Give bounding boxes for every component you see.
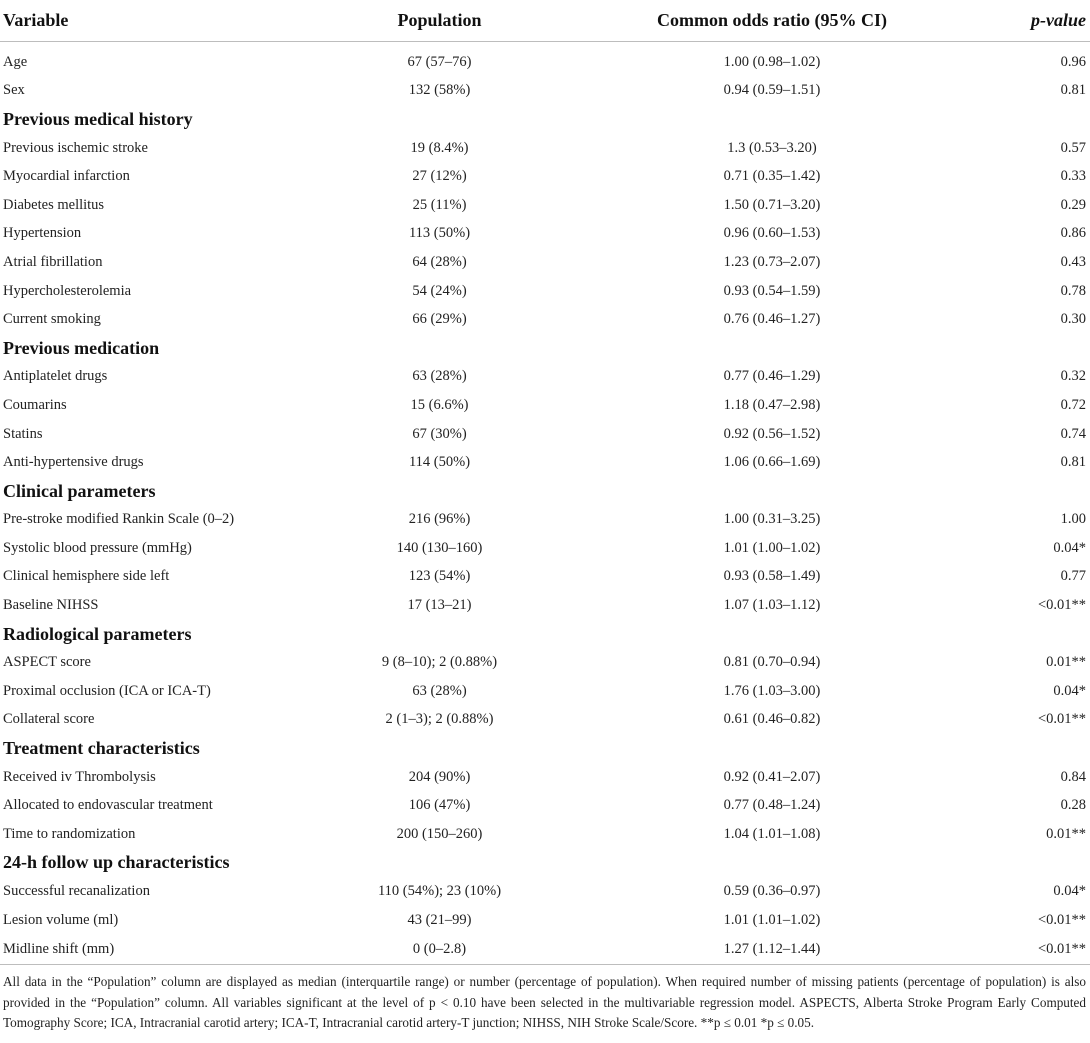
cell-p-value: 0.33: [1060, 168, 1086, 185]
cell-odds-ratio: 1.50 (0.71–3.20): [723, 196, 821, 213]
cell-odds-ratio: 0.94 (0.59–1.51): [723, 82, 821, 99]
cell-variable: Collateral score: [3, 711, 95, 728]
cell-p-value: 0.29: [1060, 196, 1086, 213]
cell-population: 64 (28%): [412, 253, 467, 270]
cell-population: 67 (30%): [412, 425, 467, 442]
cell-odds-ratio: 1.27 (1.12–1.44): [565, 934, 945, 965]
cell-variable: Diabetes mellitus: [3, 196, 105, 213]
header-p-value: [945, 0, 1090, 42]
section-heading-row: [0, 620, 1090, 649]
cell-odds-ratio: 1.06 (0.66–1.69): [723, 454, 821, 471]
cell-p-value: 0.01**: [1046, 654, 1086, 671]
cell-variable: Age: [3, 53, 28, 70]
cell-p-value: 0.04*: [1053, 682, 1086, 699]
cell-variable: Clinical hemisphere side left: [3, 568, 170, 585]
cell-p-value: <0.01**: [1037, 597, 1086, 614]
header-row: [0, 0, 1090, 42]
cell-population: 204 (90%): [408, 768, 471, 785]
cell-population: 123 (54%): [408, 568, 471, 585]
table-row: [0, 448, 1090, 477]
cell-variable: Previous ischemic stroke: [3, 139, 148, 156]
table-row: [0, 48, 1090, 77]
cell-odds-ratio: 0.93 (0.54–1.59): [723, 282, 821, 299]
cell-odds-ratio: 1.04 (1.01–1.08): [723, 825, 821, 842]
cell-variable: Proximal occlusion (ICA or ICA-T): [3, 682, 211, 699]
cell-odds-ratio: 0.96 (0.60–1.53): [723, 225, 821, 242]
cell-odds-ratio: 0.92 (0.41–2.07): [723, 768, 821, 785]
cell-population: 19 (8.4%): [410, 139, 469, 156]
cell-population: 63 (28%): [412, 368, 467, 385]
cell-variable: Allocated to endovascular treatment: [3, 797, 213, 814]
table-row: [0, 820, 1090, 849]
cell-odds-ratio: 1.01 (1.00–1.02): [723, 539, 821, 556]
cell-variable: Baseline NIHSS: [3, 597, 99, 614]
cell-p-value: 0.77: [1060, 568, 1086, 585]
cell-p-value: 0.43: [1060, 253, 1086, 270]
cell-variable: Successful recanalization: [3, 883, 150, 900]
cell-odds-ratio: 1.76 (1.03–3.00): [723, 682, 821, 699]
table-row: [0, 563, 1090, 592]
cell-p-value: 0.30: [1060, 311, 1086, 328]
cell-population: 27 (12%): [412, 168, 467, 185]
cell-population: 2 (1–3); 2 (0.88%): [385, 711, 494, 728]
cell-variable: Lesion volume (ml): [3, 911, 119, 928]
cell-p-value: 0.84: [1060, 768, 1086, 785]
cell-p-value: <0.01**: [1037, 711, 1086, 728]
cell-p-value: 0.04*: [1053, 539, 1086, 556]
cell-p-value: <0.01**: [1037, 911, 1086, 928]
cell-variable: Hypercholesterolemia: [3, 282, 132, 299]
cell-population: 15 (6.6%): [410, 396, 469, 413]
cell-p-value: 0.74: [1060, 425, 1086, 442]
section-heading: Clinical parameters: [3, 480, 156, 501]
cell-odds-ratio: 1.23 (0.73–2.07): [723, 253, 821, 270]
section-heading: Treatment characteristics: [3, 738, 200, 759]
cell-p-value: 0.81: [1060, 454, 1086, 471]
cell-variable: Myocardial infarction: [3, 168, 130, 185]
cell-p-value: 0.28: [1060, 797, 1086, 814]
header-population: Population: [330, 0, 565, 42]
cell-p-value: <0.01**: [945, 934, 1090, 965]
cell-population: 216 (96%): [408, 511, 471, 528]
cell-p-value: 0.78: [1060, 282, 1086, 299]
section-heading: Previous medication: [3, 337, 160, 358]
table-row: [0, 134, 1090, 163]
table-row: [0, 305, 1090, 334]
table-row: [0, 248, 1090, 277]
table-row: [0, 648, 1090, 677]
cell-population: 113 (50%): [408, 225, 471, 242]
cell-p-value: 0.32: [1060, 368, 1086, 385]
section-heading-row: [0, 849, 1090, 878]
table-row: [0, 677, 1090, 706]
cell-variable: Pre-stroke modified Rankin Scale (0–2): [3, 511, 235, 528]
header-variable: Variable: [0, 0, 330, 42]
cell-population: 106 (47%): [408, 797, 471, 814]
cell-variable: Received iv Thrombolysis: [3, 768, 156, 785]
table-body: [0, 42, 1090, 965]
cell-odds-ratio: 0.77 (0.48–1.24): [723, 797, 821, 814]
cell-odds-ratio: 1.01 (1.01–1.02): [723, 911, 821, 928]
cell-p-value: 0.86: [1060, 225, 1086, 242]
table-row: [0, 934, 1090, 965]
cell-odds-ratio: 0.71 (0.35–1.42): [723, 168, 821, 185]
cell-variable: Anti-hypertensive drugs: [3, 454, 144, 471]
cell-variable: Midline shift (mm): [0, 934, 330, 965]
cell-population: 110 (54%); 23 (10%): [377, 883, 502, 900]
section-heading: 24-h follow up characteristics: [3, 852, 230, 873]
cell-p-value: 0.57: [1060, 139, 1086, 156]
cell-population: 25 (11%): [412, 196, 467, 213]
cell-variable: Coumarins: [3, 396, 67, 413]
table-row: [0, 506, 1090, 535]
table-header: [0, 0, 1090, 42]
section-heading-row: [0, 105, 1090, 134]
table-row: [0, 162, 1090, 191]
cell-population: 9 (8–10); 2 (0.88%): [381, 654, 498, 671]
cell-odds-ratio: 0.77 (0.46–1.29): [723, 368, 821, 385]
cell-odds-ratio: 1.00 (0.31–3.25): [723, 511, 821, 528]
cell-p-value: 1.00: [1060, 511, 1086, 528]
table-row: [0, 791, 1090, 820]
table-row: [0, 906, 1090, 935]
table-row: [0, 363, 1090, 392]
cell-population: 43 (21–99): [407, 911, 472, 928]
cell-odds-ratio: 1.18 (0.47–2.98): [723, 396, 821, 413]
cell-variable: Hypertension: [3, 225, 82, 242]
cell-variable: ASPECT score: [3, 654, 91, 671]
table-row: [0, 391, 1090, 420]
section-heading-row: [0, 334, 1090, 363]
table-row: [0, 706, 1090, 735]
cell-p-value: 0.72: [1060, 396, 1086, 413]
cell-odds-ratio: 0.92 (0.56–1.52): [723, 425, 821, 442]
cell-population: 54 (24%): [412, 282, 467, 299]
cell-odds-ratio: 1.3 (0.53–3.20): [727, 139, 817, 156]
cell-p-value: 0.96: [1060, 53, 1086, 70]
cell-population: 0 (0–2.8): [330, 934, 565, 965]
table-footnote: All data in the “Population” column are displayed as median (interquartile range) or number (percentage of population). When required number of missing patients (percentage of population) is also provided in the “Population” column. All variables significant at the level of p < 0.10 have been selected in the multivariable regression model. ASPECTS, Alberta Stroke Program Early Computed Tomography Score; ICA, Intracranial carotid artery; ICA-T, Intracranial carotid artery-T junction; NIHSS, NIH Stroke Scale/Score. **p ≤ 0.01 *p ≤ 0.05.: [3, 974, 1086, 1031]
cell-population: 63 (28%): [412, 682, 467, 699]
table-row: [0, 277, 1090, 306]
cell-odds-ratio: 0.61 (0.46–0.82): [723, 711, 821, 728]
table-row: [0, 763, 1090, 792]
section-heading: Radiological parameters: [3, 623, 192, 644]
table-row: [0, 420, 1090, 449]
cell-odds-ratio: 0.81 (0.70–0.94): [723, 654, 821, 671]
cell-odds-ratio: 0.93 (0.58–1.49): [723, 568, 821, 585]
section-heading-row: [0, 477, 1090, 506]
table-row: [0, 77, 1090, 106]
header-odds-ratio: Common odds ratio (95% CI): [565, 0, 945, 42]
cell-variable: Time to randomization: [3, 825, 136, 842]
table-row: [0, 877, 1090, 906]
table-row: [0, 591, 1090, 620]
cell-p-value: 0.01**: [1046, 825, 1086, 842]
header-p-value-text: p-value: [1031, 10, 1086, 30]
cell-variable: Sex: [3, 82, 25, 99]
table-row: [0, 220, 1090, 249]
cell-population: 132 (58%): [408, 82, 471, 99]
cell-population: 114 (50%): [408, 454, 471, 471]
table-row: [0, 534, 1090, 563]
cell-p-value: 0.81: [1060, 82, 1086, 99]
table-row: [0, 191, 1090, 220]
cell-population: 67 (57–76): [407, 53, 472, 70]
cell-population: 200 (150–260): [396, 825, 483, 842]
cell-odds-ratio: 0.59 (0.36–0.97): [723, 883, 821, 900]
cell-variable: Systolic blood pressure (mmHg): [3, 539, 192, 556]
cell-odds-ratio: 1.00 (0.98–1.02): [723, 53, 821, 70]
cell-odds-ratio: 1.07 (1.03–1.12): [723, 597, 821, 614]
cell-population: 17 (13–21): [407, 597, 472, 614]
cell-variable: Atrial fibrillation: [3, 253, 103, 270]
cell-odds-ratio: 0.76 (0.46–1.27): [723, 311, 821, 328]
cell-variable: Antiplatelet drugs: [3, 368, 108, 385]
cell-population: 140 (130–160): [396, 539, 483, 556]
section-heading: Previous medical history: [3, 108, 193, 129]
cell-variable: Current smoking: [3, 311, 101, 328]
cell-p-value: 0.04*: [1053, 883, 1086, 900]
section-heading-row: [0, 734, 1090, 763]
cell-population: 66 (29%): [412, 311, 467, 328]
cell-variable: Statins: [3, 425, 43, 442]
